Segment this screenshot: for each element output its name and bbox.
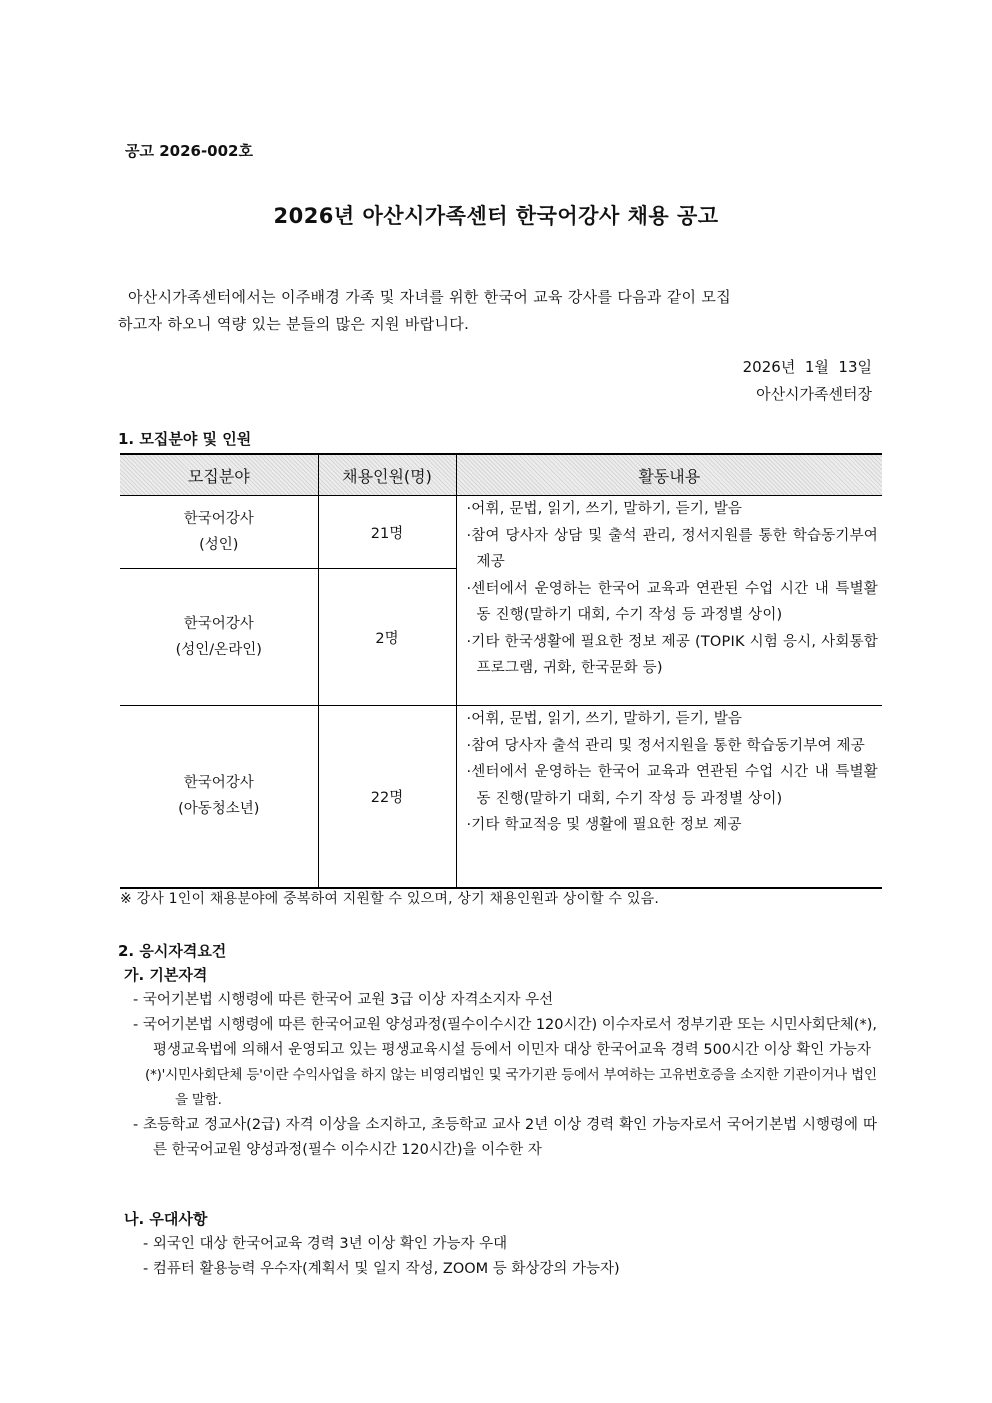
field-cell (120, 569, 318, 706)
count-cell: 21명 (318, 496, 456, 569)
table-row (120, 706, 882, 888)
field-type: (아동청소년) (178, 801, 260, 818)
intro-paragraph (118, 284, 874, 338)
intro-line-1: 아산시가족센터에서는 이주배경 가족 및 자녀를 위한 한국어 교육 강사를 다음과 같이 모집 (128, 288, 731, 306)
field-type: (성인/온라인) (175, 642, 262, 658)
field-name: 한국어강사 (183, 616, 254, 632)
notice-number: 공고 2026-002호 (125, 142, 253, 160)
activity-item: ·참여 당사자 출석 관리 및 정서지원을 통한 학습동기부여 제공 (466, 737, 865, 754)
activity-item: ·센터에서 운영하는 한국어 교육과 연관된 수업 시간 내 특별활동 진행(말하기 대회, 수기 작성 등 과정별 상이) (466, 764, 878, 807)
activities-cell (456, 496, 882, 706)
column-header-count: 채용인원(명) (318, 454, 456, 496)
column-header-field: 모집분야 (120, 454, 318, 496)
recruitment-table (120, 453, 882, 889)
count-cell: 22명 (318, 706, 456, 888)
basic-qualification-heading: 가. 기본자격 (124, 966, 208, 984)
activity-item: ·기타 학교적응 및 생활에 필요한 정보 제공 (466, 817, 742, 833)
preferred-list (143, 1232, 620, 1282)
qualification-item: - 국어기본법 시행령에 따른 한국어 교원 3급 이상 자격소지자 우선 (133, 992, 554, 1008)
activity-item: ·센터에서 운영하는 한국어 교육과 연관된 수업 시간 내 특별활동 진행(말하기 대회, 수기 작성 등 과정별 상이) (466, 580, 878, 623)
activities-cell (456, 706, 882, 888)
preferred-item: - 외국인 대상 한국어교육 경력 3년 이상 확인 가능자 우대 (143, 1236, 508, 1252)
activity-item: ·참여 당사자 상담 및 출석 관리, 정서지원를 통한 학습동기부여 제공 (466, 527, 878, 570)
basic-qualification-list (133, 988, 877, 1163)
page-title: 2026년 아산시가족센터 한국어강사 채용 공고 (273, 204, 719, 228)
table-header-row (120, 454, 882, 496)
preferred-item: - 컴퓨터 활용능력 우수자(계획서 및 일지 작성, ZOOM 등 화상강의 가능자) (143, 1261, 620, 1277)
qualification-footnote: (*)'시민사회단체 등'이란 수익사업을 하지 않는 비영리법인 및 국가기관 등에서 부여하는 고유번호증을 소지한 기관이거나 법인을 말함. (145, 1067, 877, 1108)
date-block (743, 354, 872, 408)
field-name: 한국어강사 (183, 511, 254, 527)
field-type: (성인) (199, 537, 239, 553)
activity-item: ·기타 한국생활에 필요한 정보 제공 (TOPIK 시험 응시, 사회통합프로그램, 귀화, 한국문화 등) (466, 633, 878, 676)
issuer: 아산시가족센터장 (756, 385, 872, 403)
field-name: 한국어강사 (183, 775, 254, 792)
table-note: ※ 강사 1인이 채용분야에 중복하여 지원할 수 있으며, 상기 채용인원과 상이할 수 있음. (120, 891, 660, 907)
field-cell (120, 496, 318, 569)
intro-line-2: 하고자 하오니 역량 있는 분들의 많은 지원 바랍니다. (118, 315, 470, 333)
field-cell (120, 706, 318, 888)
section-1-heading: 1. 모집분야 및 인원 (118, 430, 252, 448)
section-2-heading: 2. 응시자격요건 (118, 942, 227, 960)
count-cell: 2명 (318, 569, 456, 706)
notice-date: 2026년 1월 13일 (742, 358, 872, 376)
activity-item: ·어휘, 문법, 읽기, 쓰기, 말하기, 듣기, 발음 (466, 711, 743, 727)
activity-item: ·어휘, 문법, 읽기, 쓰기, 말하기, 듣기, 발음 (466, 501, 743, 517)
qualification-item: - 국어기본법 시행령에 따른 한국어교원 양성과정(필수이수시간 120시간) 이수자로서 정부기관 또는 시민사회단체(*), 평생교육법에 의해서 운영되고 있는 평생교육시설 등에서 이민자 대상 한국어교육 경력 500시간 이상 확인 가능자 (133, 1017, 877, 1058)
column-header-activities: 활동내용 (456, 454, 882, 496)
qualification-item: - 초등학교 정교사(2급) 자격 이상을 소지하고, 초등학교 교사 2년 이상 경력 확인 가능자로서 국어기본법 시행령에 따른 한국어교원 양성과정(필수 이수시간 120시간)을 이수한 자 (133, 1117, 877, 1158)
table-row (120, 496, 882, 569)
preferred-heading: 나. 우대사항 (124, 1210, 208, 1228)
